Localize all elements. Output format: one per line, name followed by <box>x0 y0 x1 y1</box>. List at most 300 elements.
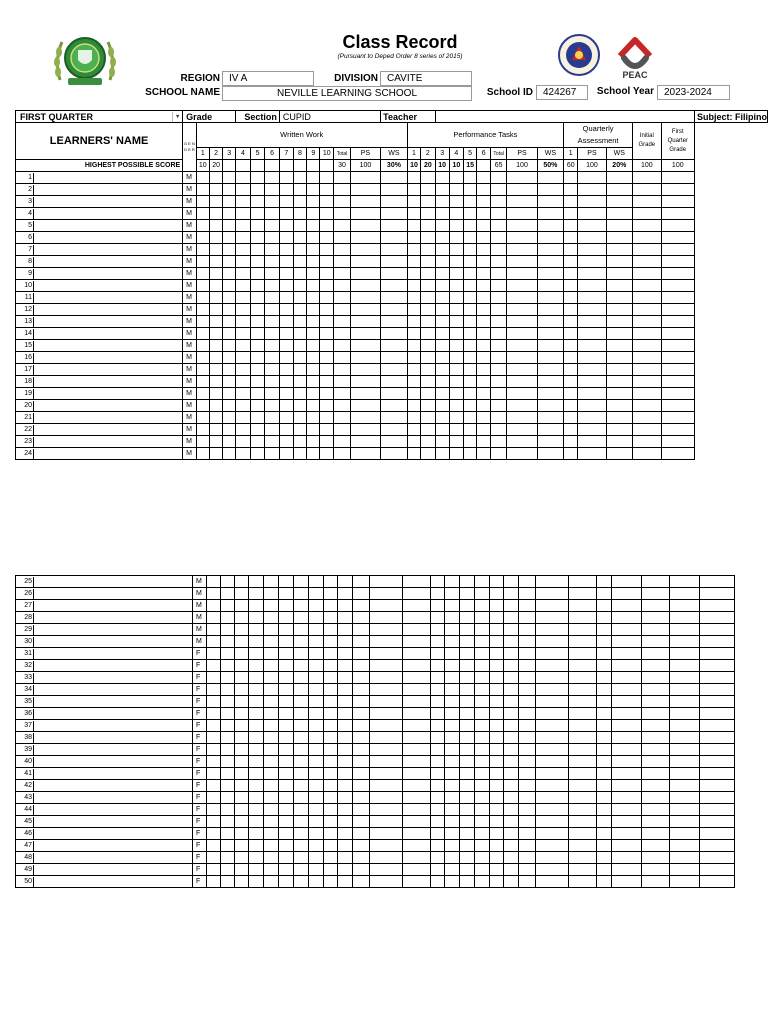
region-field[interactable]: IV A <box>222 71 314 86</box>
score-cell[interactable] <box>350 244 380 256</box>
score-cell[interactable] <box>670 840 700 852</box>
score-cell[interactable] <box>612 840 642 852</box>
score-cell[interactable] <box>293 208 307 220</box>
score-cell[interactable] <box>338 828 353 840</box>
score-cell[interactable] <box>407 268 420 280</box>
score-cell[interactable] <box>670 612 700 624</box>
score-cell[interactable] <box>477 184 491 196</box>
score-cell[interactable] <box>309 780 324 792</box>
score-cell[interactable] <box>279 244 293 256</box>
score-cell[interactable] <box>320 328 334 340</box>
score-cell[interactable] <box>403 636 431 648</box>
score-cell[interactable] <box>642 576 670 588</box>
score-cell[interactable] <box>264 576 279 588</box>
score-cell[interactable] <box>642 708 670 720</box>
score-cell[interactable] <box>324 600 338 612</box>
score-cell[interactable] <box>207 672 221 684</box>
score-cell[interactable] <box>334 436 350 448</box>
school-id-field[interactable]: 424267 <box>536 85 588 100</box>
score-cell[interactable] <box>537 292 563 304</box>
score-cell[interactable] <box>670 780 700 792</box>
score-cell[interactable] <box>504 864 519 876</box>
score-cell[interactable] <box>507 268 537 280</box>
score-cell[interactable] <box>264 708 279 720</box>
score-cell[interactable] <box>700 780 735 792</box>
score-cell[interactable] <box>309 792 324 804</box>
score-cell[interactable] <box>353 732 370 744</box>
learner-name-cell[interactable] <box>16 768 193 780</box>
score-cell[interactable] <box>235 636 249 648</box>
score-cell[interactable] <box>569 744 597 756</box>
score-cell[interactable] <box>435 304 449 316</box>
score-cell[interactable] <box>236 304 251 316</box>
score-cell[interactable] <box>536 780 569 792</box>
score-cell[interactable] <box>320 208 334 220</box>
score-cell[interactable] <box>338 840 353 852</box>
score-cell[interactable] <box>324 576 338 588</box>
score-cell[interactable] <box>504 876 519 888</box>
score-cell[interactable] <box>504 684 519 696</box>
score-cell[interactable] <box>564 172 578 184</box>
score-cell[interactable] <box>370 660 403 672</box>
score-cell[interactable] <box>279 648 294 660</box>
score-cell[interactable] <box>445 600 460 612</box>
score-cell[interactable] <box>421 400 435 412</box>
score-cell[interactable] <box>293 448 307 460</box>
score-cell[interactable] <box>196 328 209 340</box>
score-cell[interactable] <box>445 612 460 624</box>
score-cell[interactable] <box>209 256 222 268</box>
score-cell[interactable] <box>309 660 324 672</box>
score-cell[interactable] <box>700 792 735 804</box>
score-cell[interactable] <box>209 280 222 292</box>
learner-name-cell[interactable] <box>16 220 183 232</box>
score-cell[interactable] <box>475 600 490 612</box>
score-cell[interactable] <box>353 864 370 876</box>
teacher-field[interactable] <box>435 111 694 123</box>
score-cell[interactable] <box>320 256 334 268</box>
score-cell[interactable] <box>491 208 507 220</box>
score-cell[interactable] <box>519 612 536 624</box>
score-cell[interactable] <box>490 756 504 768</box>
score-cell[interactable] <box>223 376 236 388</box>
score-cell[interactable] <box>223 364 236 376</box>
score-cell[interactable] <box>642 636 670 648</box>
score-cell[interactable] <box>633 256 661 268</box>
score-cell[interactable] <box>249 624 264 636</box>
score-cell[interactable] <box>221 744 235 756</box>
score-cell[interactable] <box>279 636 294 648</box>
score-cell[interactable] <box>320 220 334 232</box>
score-cell[interactable] <box>221 612 235 624</box>
score-cell[interactable] <box>569 624 597 636</box>
ww-hps-cell[interactable] <box>279 160 293 172</box>
score-cell[interactable] <box>249 816 264 828</box>
learner-name-cell[interactable] <box>16 280 183 292</box>
score-cell[interactable] <box>250 268 265 280</box>
score-cell[interactable] <box>597 672 612 684</box>
score-cell[interactable] <box>421 268 435 280</box>
score-cell[interactable] <box>569 636 597 648</box>
score-cell[interactable] <box>519 792 536 804</box>
score-cell[interactable] <box>381 400 408 412</box>
pt-hps-cell[interactable]: 65 <box>491 160 507 172</box>
score-cell[interactable] <box>536 768 569 780</box>
score-cell[interactable] <box>507 424 537 436</box>
score-cell[interactable] <box>460 672 475 684</box>
score-cell[interactable] <box>265 436 280 448</box>
score-cell[interactable] <box>250 424 265 436</box>
score-cell[interactable] <box>236 436 251 448</box>
score-cell[interactable] <box>445 648 460 660</box>
score-cell[interactable] <box>307 436 320 448</box>
school-year-field[interactable]: 2023-2024 <box>657 85 730 100</box>
score-cell[interactable] <box>661 328 694 340</box>
score-cell[interactable] <box>578 208 606 220</box>
score-cell[interactable] <box>431 600 445 612</box>
score-cell[interactable] <box>460 864 475 876</box>
score-cell[interactable] <box>642 720 670 732</box>
score-cell[interactable] <box>435 364 449 376</box>
score-cell[interactable] <box>597 660 612 672</box>
score-cell[interactable] <box>519 732 536 744</box>
score-cell[interactable] <box>606 208 633 220</box>
score-cell[interactable] <box>294 804 309 816</box>
score-cell[interactable] <box>670 732 700 744</box>
score-cell[interactable] <box>490 708 504 720</box>
score-cell[interactable] <box>536 636 569 648</box>
score-cell[interactable] <box>265 412 280 424</box>
score-cell[interactable] <box>403 624 431 636</box>
score-cell[interactable] <box>597 732 612 744</box>
score-cell[interactable] <box>381 304 408 316</box>
score-cell[interactable] <box>265 304 280 316</box>
score-cell[interactable] <box>265 424 280 436</box>
score-cell[interactable] <box>235 648 249 660</box>
score-cell[interactable] <box>381 328 408 340</box>
score-cell[interactable] <box>236 244 251 256</box>
score-cell[interactable] <box>612 780 642 792</box>
score-cell[interactable] <box>491 412 507 424</box>
score-cell[interactable] <box>279 340 293 352</box>
score-cell[interactable] <box>320 280 334 292</box>
score-cell[interactable] <box>578 376 606 388</box>
score-cell[interactable] <box>421 304 435 316</box>
score-cell[interactable] <box>661 388 694 400</box>
score-cell[interactable] <box>460 732 475 744</box>
score-cell[interactable] <box>569 780 597 792</box>
score-cell[interactable] <box>564 292 578 304</box>
score-cell[interactable] <box>633 388 661 400</box>
score-cell[interactable] <box>431 792 445 804</box>
ww-hps-cell[interactable] <box>250 160 265 172</box>
score-cell[interactable] <box>223 268 236 280</box>
score-cell[interactable] <box>519 756 536 768</box>
score-cell[interactable] <box>196 364 209 376</box>
score-cell[interactable] <box>350 388 380 400</box>
score-cell[interactable] <box>491 424 507 436</box>
score-cell[interactable] <box>421 256 435 268</box>
qa-hps-cell[interactable]: 100 <box>578 160 606 172</box>
score-cell[interactable] <box>403 684 431 696</box>
score-cell[interactable] <box>519 804 536 816</box>
score-cell[interactable] <box>445 756 460 768</box>
score-cell[interactable] <box>324 648 338 660</box>
score-cell[interactable] <box>294 708 309 720</box>
score-cell[interactable] <box>504 840 519 852</box>
learner-name-cell[interactable] <box>16 804 193 816</box>
score-cell[interactable] <box>353 588 370 600</box>
score-cell[interactable] <box>294 828 309 840</box>
score-cell[interactable] <box>223 292 236 304</box>
score-cell[interactable] <box>324 588 338 600</box>
score-cell[interactable] <box>279 436 293 448</box>
score-cell[interactable] <box>491 304 507 316</box>
score-cell[interactable] <box>264 780 279 792</box>
score-cell[interactable] <box>279 196 293 208</box>
score-cell[interactable] <box>431 708 445 720</box>
score-cell[interactable] <box>504 828 519 840</box>
score-cell[interactable] <box>236 352 251 364</box>
score-cell[interactable] <box>235 588 249 600</box>
score-cell[interactable] <box>431 852 445 864</box>
score-cell[interactable] <box>606 424 633 436</box>
score-cell[interactable] <box>324 672 338 684</box>
score-cell[interactable] <box>320 424 334 436</box>
score-cell[interactable] <box>250 388 265 400</box>
score-cell[interactable] <box>519 876 536 888</box>
score-cell[interactable] <box>350 376 380 388</box>
score-cell[interactable] <box>491 292 507 304</box>
score-cell[interactable] <box>463 448 476 460</box>
score-cell[interactable] <box>264 864 279 876</box>
score-cell[interactable] <box>507 388 537 400</box>
score-cell[interactable] <box>519 720 536 732</box>
score-cell[interactable] <box>431 840 445 852</box>
score-cell[interactable] <box>445 588 460 600</box>
score-cell[interactable] <box>350 316 380 328</box>
score-cell[interactable] <box>537 196 563 208</box>
score-cell[interactable] <box>449 208 463 220</box>
score-cell[interactable] <box>670 672 700 684</box>
score-cell[interactable] <box>196 292 209 304</box>
score-cell[interactable] <box>350 232 380 244</box>
score-cell[interactable] <box>209 388 222 400</box>
score-cell[interactable] <box>265 172 280 184</box>
score-cell[interactable] <box>463 196 476 208</box>
score-cell[interactable] <box>670 636 700 648</box>
score-cell[interactable] <box>293 244 307 256</box>
score-cell[interactable] <box>294 864 309 876</box>
score-cell[interactable] <box>403 816 431 828</box>
score-cell[interactable] <box>569 588 597 600</box>
score-cell[interactable] <box>504 852 519 864</box>
score-cell[interactable] <box>661 280 694 292</box>
score-cell[interactable] <box>507 316 537 328</box>
score-cell[interactable] <box>597 864 612 876</box>
score-cell[interactable] <box>569 816 597 828</box>
score-cell[interactable] <box>569 708 597 720</box>
score-cell[interactable] <box>578 256 606 268</box>
score-cell[interactable] <box>491 448 507 460</box>
score-cell[interactable] <box>504 636 519 648</box>
score-cell[interactable] <box>642 804 670 816</box>
score-cell[interactable] <box>519 768 536 780</box>
score-cell[interactable] <box>460 744 475 756</box>
score-cell[interactable] <box>569 732 597 744</box>
score-cell[interactable] <box>642 660 670 672</box>
score-cell[interactable] <box>236 340 251 352</box>
score-cell[interactable] <box>477 268 491 280</box>
score-cell[interactable] <box>633 196 661 208</box>
score-cell[interactable] <box>279 720 294 732</box>
score-cell[interactable] <box>235 816 249 828</box>
score-cell[interactable] <box>353 876 370 888</box>
score-cell[interactable] <box>463 172 476 184</box>
score-cell[interactable] <box>381 208 408 220</box>
score-cell[interactable] <box>491 388 507 400</box>
score-cell[interactable] <box>338 804 353 816</box>
score-cell[interactable] <box>460 756 475 768</box>
score-cell[interactable] <box>307 376 320 388</box>
score-cell[interactable] <box>293 400 307 412</box>
score-cell[interactable] <box>207 624 221 636</box>
score-cell[interactable] <box>435 208 449 220</box>
score-cell[interactable] <box>569 756 597 768</box>
score-cell[interactable] <box>370 672 403 684</box>
score-cell[interactable] <box>463 268 476 280</box>
score-cell[interactable] <box>460 612 475 624</box>
score-cell[interactable] <box>670 804 700 816</box>
score-cell[interactable] <box>606 244 633 256</box>
score-cell[interactable] <box>279 696 294 708</box>
score-cell[interactable] <box>661 232 694 244</box>
score-cell[interactable] <box>294 732 309 744</box>
score-cell[interactable] <box>235 792 249 804</box>
score-cell[interactable] <box>236 280 251 292</box>
score-cell[interactable] <box>235 780 249 792</box>
score-cell[interactable] <box>463 292 476 304</box>
score-cell[interactable] <box>642 696 670 708</box>
score-cell[interactable] <box>445 624 460 636</box>
score-cell[interactable] <box>350 304 380 316</box>
score-cell[interactable] <box>264 876 279 888</box>
score-cell[interactable] <box>536 876 569 888</box>
score-cell[interactable] <box>221 876 235 888</box>
score-cell[interactable] <box>700 744 735 756</box>
score-cell[interactable] <box>209 352 222 364</box>
score-cell[interactable] <box>223 352 236 364</box>
score-cell[interactable] <box>294 720 309 732</box>
score-cell[interactable] <box>407 256 420 268</box>
score-cell[interactable] <box>294 684 309 696</box>
score-cell[interactable] <box>435 412 449 424</box>
score-cell[interactable] <box>221 648 235 660</box>
score-cell[interactable] <box>320 292 334 304</box>
score-cell[interactable] <box>264 684 279 696</box>
score-cell[interactable] <box>293 388 307 400</box>
ww-hps-cell[interactable] <box>293 160 307 172</box>
score-cell[interactable] <box>279 328 293 340</box>
score-cell[interactable] <box>196 244 209 256</box>
score-cell[interactable] <box>279 268 293 280</box>
score-cell[interactable] <box>207 576 221 588</box>
score-cell[interactable] <box>338 792 353 804</box>
score-cell[interactable] <box>353 720 370 732</box>
score-cell[interactable] <box>460 852 475 864</box>
score-cell[interactable] <box>578 304 606 316</box>
score-cell[interactable] <box>370 576 403 588</box>
score-cell[interactable] <box>350 328 380 340</box>
score-cell[interactable] <box>324 624 338 636</box>
score-cell[interactable] <box>221 816 235 828</box>
score-cell[interactable] <box>370 624 403 636</box>
score-cell[interactable] <box>279 588 294 600</box>
score-cell[interactable] <box>700 840 735 852</box>
score-cell[interactable] <box>477 448 491 460</box>
score-cell[interactable] <box>334 220 350 232</box>
score-cell[interactable] <box>564 352 578 364</box>
score-cell[interactable] <box>207 648 221 660</box>
score-cell[interactable] <box>221 636 235 648</box>
score-cell[interactable] <box>249 636 264 648</box>
score-cell[interactable] <box>350 196 380 208</box>
score-cell[interactable] <box>293 292 307 304</box>
score-cell[interactable] <box>578 448 606 460</box>
learner-name-cell[interactable] <box>16 732 193 744</box>
score-cell[interactable] <box>250 316 265 328</box>
score-cell[interactable] <box>236 328 251 340</box>
score-cell[interactable] <box>250 172 265 184</box>
score-cell[interactable] <box>294 588 309 600</box>
score-cell[interactable] <box>353 828 370 840</box>
score-cell[interactable] <box>353 696 370 708</box>
score-cell[interactable] <box>445 852 460 864</box>
score-cell[interactable] <box>209 340 222 352</box>
score-cell[interactable] <box>320 400 334 412</box>
score-cell[interactable] <box>279 876 294 888</box>
score-cell[interactable] <box>633 184 661 196</box>
score-cell[interactable] <box>207 612 221 624</box>
score-cell[interactable] <box>578 292 606 304</box>
score-cell[interactable] <box>249 588 264 600</box>
score-cell[interactable] <box>578 244 606 256</box>
score-cell[interactable] <box>235 756 249 768</box>
score-cell[interactable] <box>279 852 294 864</box>
score-cell[interactable] <box>338 816 353 828</box>
ww-hps-cell[interactable] <box>223 160 236 172</box>
score-cell[interactable] <box>307 172 320 184</box>
score-cell[interactable] <box>249 720 264 732</box>
score-cell[interactable] <box>249 768 264 780</box>
score-cell[interactable] <box>334 280 350 292</box>
score-cell[interactable] <box>490 876 504 888</box>
score-cell[interactable] <box>612 816 642 828</box>
score-cell[interactable] <box>477 364 491 376</box>
pt-hps-cell[interactable] <box>477 160 491 172</box>
learner-name-cell[interactable] <box>16 708 193 720</box>
score-cell[interactable] <box>597 576 612 588</box>
score-cell[interactable] <box>578 280 606 292</box>
score-cell[interactable] <box>700 756 735 768</box>
score-cell[interactable] <box>235 864 249 876</box>
score-cell[interactable] <box>477 352 491 364</box>
score-cell[interactable] <box>633 268 661 280</box>
score-cell[interactable] <box>435 316 449 328</box>
score-cell[interactable] <box>504 768 519 780</box>
score-cell[interactable] <box>407 172 420 184</box>
score-cell[interactable] <box>537 388 563 400</box>
